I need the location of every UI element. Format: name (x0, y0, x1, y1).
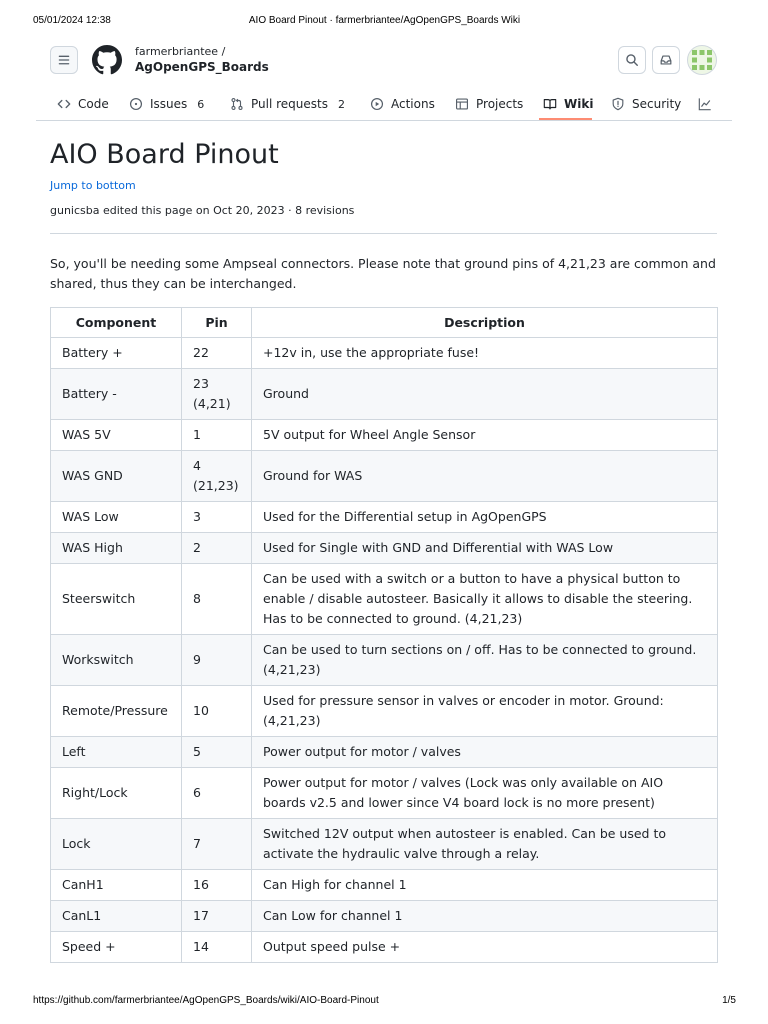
divider (50, 233, 717, 234)
component-cell: Battery - (51, 369, 182, 420)
component-cell: WAS GND (51, 451, 182, 502)
table-icon (455, 97, 469, 111)
table-row (51, 369, 718, 420)
pin-cell: 1 (182, 420, 252, 451)
pull-requests-count: 2 (337, 97, 345, 111)
print-header (33, 15, 736, 29)
tab-label: Issues (150, 97, 188, 111)
repo-nav-tabs (36, 88, 732, 120)
print-datetime: 05/01/2024 12:38 (33, 15, 111, 26)
table-row (51, 338, 718, 369)
tab-label: Pull requests (251, 97, 328, 111)
table-row (51, 533, 718, 564)
menu-button[interactable] (50, 46, 78, 74)
description-cell: Output speed pulse + (252, 932, 718, 963)
issues-count: 6 (197, 97, 205, 111)
table-row (51, 564, 718, 635)
table-row (51, 819, 718, 870)
description-cell: Power output for motor / valves (Lock was only available on AIO boards v2.5 and lower since V4 board lock is no more present) (252, 768, 718, 819)
pin-cell: 23 (4,21) (182, 369, 252, 420)
description-cell: Can Low for channel 1 (252, 901, 718, 932)
jump-to-bottom-link[interactable]: Jump to bottom (50, 179, 136, 192)
component-cell: CanH1 (51, 870, 182, 901)
table-row (51, 737, 718, 768)
component-cell: Left (51, 737, 182, 768)
component-cell: CanL1 (51, 901, 182, 932)
table-row (51, 768, 718, 819)
code-icon (57, 97, 71, 111)
component-cell: Speed + (51, 932, 182, 963)
component-cell: Right/Lock (51, 768, 182, 819)
table-row (51, 635, 718, 686)
pinout-table (50, 307, 718, 963)
description-cell: Can be used with a switch or a button to have a physical button to enable / disable autosteer. Basically it allows to disable the steering. Has to be connected to ground. (4,21,23) (252, 564, 718, 635)
shield-icon (611, 97, 625, 111)
repo-owner-link[interactable]: farmerbriantee / (135, 45, 226, 58)
print-footer (33, 995, 736, 1009)
pull-request-icon (230, 97, 244, 111)
tab-pull-requests[interactable] (230, 88, 345, 120)
graph-icon (698, 97, 712, 111)
intro-paragraph: So, you'll be needing some Ampseal connectors. Please note that ground pins of 4,21,23 are common and shared, thus they can be interchanged. (50, 256, 716, 291)
search-icon (625, 53, 639, 67)
tab-label: Projects (476, 97, 524, 111)
github-mark-icon[interactable] (92, 45, 122, 75)
pin-cell: 16 (182, 870, 252, 901)
table-row (51, 686, 718, 737)
edit-history-meta[interactable]: gunicsba edited this page on Oct 20, 2023 · 8 revisions (50, 204, 355, 217)
pin-cell: 14 (182, 932, 252, 963)
description-cell: Used for the Differential setup in AgOpenGPS (252, 502, 718, 533)
column-header-description: Description (252, 308, 718, 338)
description-cell: Can be used to turn sections on / off. Has to be connected to ground. (4,21,23) (252, 635, 718, 686)
component-cell: Battery + (51, 338, 182, 369)
tab-issues[interactable] (129, 88, 204, 120)
print-page-title: AIO Board Pinout · farmerbriantee/AgOpenGPS_Boards Wiki (248, 15, 521, 26)
tab-actions[interactable] (370, 88, 435, 120)
print-page-counter: 1/5 (722, 995, 736, 1006)
component-cell: Workswitch (51, 635, 182, 686)
pin-cell: 4 (21,23) (182, 451, 252, 502)
table-row (51, 932, 718, 963)
tab-projects[interactable] (455, 88, 523, 120)
table-row (51, 451, 718, 502)
tab-label: Security (632, 97, 682, 111)
pin-cell: 9 (182, 635, 252, 686)
menu-icon (57, 53, 71, 67)
pin-cell: 22 (182, 338, 252, 369)
repo-name-link[interactable]: AgOpenGPS_Boards (135, 60, 269, 74)
avatar[interactable] (687, 45, 717, 75)
tab-security[interactable] (611, 88, 681, 120)
description-cell: Ground for WAS (252, 451, 718, 502)
table-header-row (51, 308, 718, 338)
pin-cell: 10 (182, 686, 252, 737)
column-header-pin: Pin (182, 308, 252, 338)
column-header-component: Component (51, 308, 182, 338)
table-row (51, 901, 718, 932)
component-cell: WAS High (51, 533, 182, 564)
description-cell: +12v in, use the appropriate fuse! (252, 338, 718, 369)
description-cell: Used for Single with GND and Differential with WAS Low (252, 533, 718, 564)
play-icon (370, 97, 384, 111)
pin-cell: 3 (182, 502, 252, 533)
component-cell: Remote/Pressure (51, 686, 182, 737)
page-title: AIO Board Pinout (50, 139, 279, 170)
tab-label: Actions (391, 97, 435, 111)
table-row (51, 502, 718, 533)
issue-icon (129, 97, 143, 111)
description-cell: 5V output for Wheel Angle Sensor (252, 420, 718, 451)
component-cell: Steerswitch (51, 564, 182, 635)
pin-cell: 5 (182, 737, 252, 768)
search-button[interactable] (618, 46, 646, 74)
book-icon (543, 97, 557, 111)
selected-tab-indicator (539, 118, 592, 120)
tab-label: Wiki (564, 97, 594, 111)
identicon-icon (688, 46, 716, 74)
pin-cell: 17 (182, 901, 252, 932)
pin-cell: 2 (182, 533, 252, 564)
tab-wiki[interactable] (543, 88, 593, 120)
description-cell: Power output for motor / valves (252, 737, 718, 768)
tab-insights[interactable] (698, 88, 719, 120)
repo-header (36, 32, 732, 121)
pin-cell: 6 (182, 768, 252, 819)
table-row (51, 870, 718, 901)
component-cell: Lock (51, 819, 182, 870)
table-row (51, 420, 718, 451)
inbox-icon (659, 53, 673, 67)
description-cell: Switched 12V output when autosteer is enabled. Can be used to activate the hydraulic valve through a relay. (252, 819, 718, 870)
description-cell: Ground (252, 369, 718, 420)
tab-label: Code (78, 97, 109, 111)
component-cell: WAS Low (51, 502, 182, 533)
print-url: https://github.com/farmerbriantee/AgOpenGPS_Boards/wiki/AIO-Board-Pinout (33, 995, 379, 1006)
component-cell: WAS 5V (51, 420, 182, 451)
tab-code[interactable] (57, 88, 109, 120)
description-cell: Used for pressure sensor in valves or encoder in motor. Ground: (4,21,23) (252, 686, 718, 737)
pin-cell: 8 (182, 564, 252, 635)
inbox-button[interactable] (652, 46, 680, 74)
pin-cell: 7 (182, 819, 252, 870)
description-cell: Can High for channel 1 (252, 870, 718, 901)
